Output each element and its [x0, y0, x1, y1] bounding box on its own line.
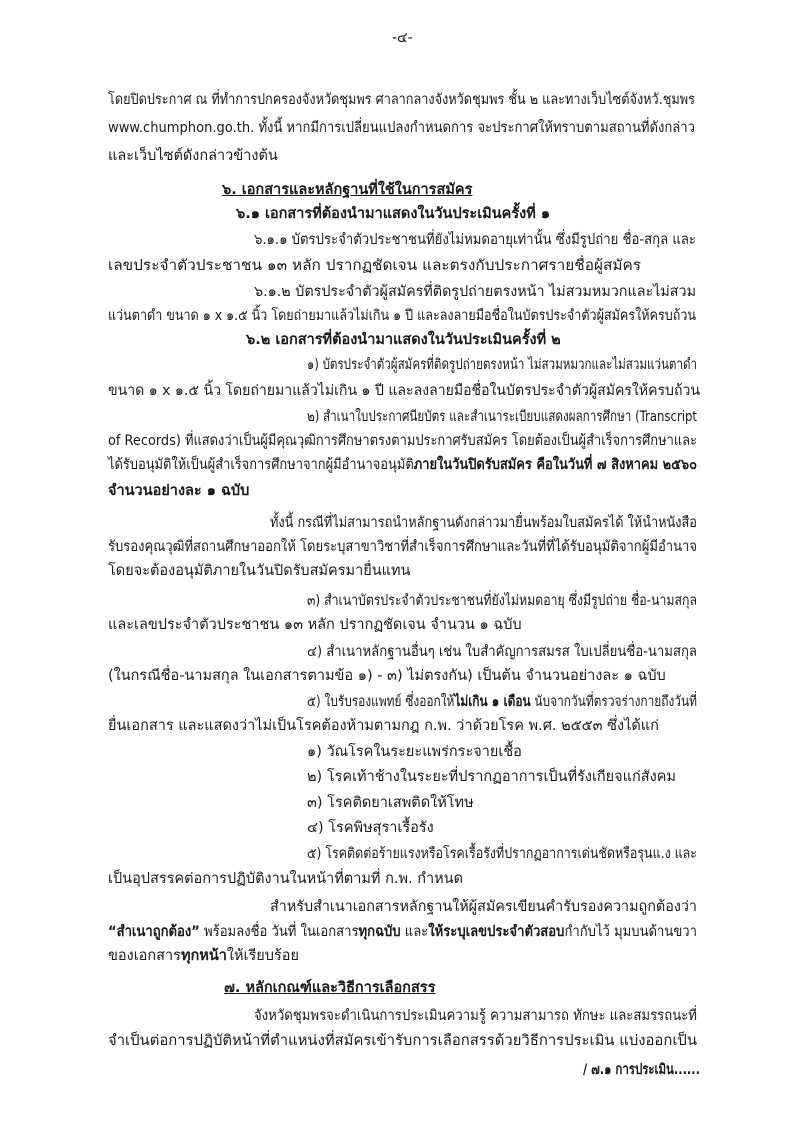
text-segment: ให้เรียบร้อย	[226, 948, 299, 964]
text-line	[108, 718, 659, 735]
text-segment: “สำเนาถูกต้อง”	[108, 924, 200, 940]
text-segment: แว่นตาดำ ขนาด ๑ x ๑.๕ นิ้ว โดยถ่ายมาแล้วไม่เกิน ๑ ปี และลงลายมือชื่อในบัตรประจำตัวผู้สมัครให้ครบถ้วน	[108, 308, 697, 324]
text-segment: ๒) สำเนาใบประกาศนียบัตร และสำเนาระเบียบแสดงผลการศึกษา (Transcript	[307, 409, 698, 425]
text-line	[254, 284, 696, 301]
text-segment: จังหวัดชุมพรจะดำเนินการประเมินความรู้ ความสามารถ ทักษะ และสมรรถนะที่	[254, 1008, 698, 1024]
text-line	[108, 383, 700, 400]
text-line	[270, 515, 697, 532]
text-segment: ๖.๒ เอกสารที่ต้องนำมาแสดงในวันประเมินครั้งที่ ๒	[246, 332, 561, 348]
text-segment: โดยปิดประกาศ ณ ที่ทำการปกครองจังหวัดชุมพร ศาลากลางจังหวัดชุมพร ชั้น ๒ และทางเว็บไซต์จังหวั.ชุมพร	[108, 92, 695, 108]
section-6-heading	[222, 182, 472, 199]
text-line	[108, 924, 697, 941]
text-line	[108, 148, 278, 165]
text-line	[307, 694, 697, 711]
text-segment: ๑) วัณโรคในระยะแพร่กระจายเชื้อ	[307, 744, 522, 760]
page-number: -๔-	[392, 30, 413, 46]
text-segment: www.chumphon.go.th. ทั้งนี้ หากมีการเปลี่ยนแปลงกำหนดการ จะประกาศให้ทราบตามสถานที่ดังกล่าว	[108, 120, 695, 136]
text-segment: เป็นอุปสรรคต่อการปฏิบัติงานในหน้าที่ตามที่ ก.พ. กำหนด	[108, 871, 464, 887]
text-segment: ๒) โรคเท้าช้างในระยะที่ปรากฏอาการเป็นที่รังเกียจแก่สังคม	[307, 769, 676, 785]
text-line	[307, 769, 676, 786]
text-segment: และ	[400, 924, 429, 940]
text-segment: สำหรับสำเนาเอกสารหลักฐานให้ผู้สมัครเขียนคำรับรองความถูกต้องว่า	[270, 899, 698, 915]
text-segment: / ๗.๑ การประเมิน......	[583, 1062, 700, 1078]
text-segment: ยื่นเอกสาร และแสดงว่าไม่เป็นโรคต้องห้ามตามกฎ ก.พ. ว่าด้วยโรค พ.ศ. ๒๕๕๓ ซึ่งได้แก่	[108, 718, 659, 734]
text-line	[108, 120, 695, 137]
section-7-heading	[224, 980, 435, 997]
text-segment: ๖.๑ เอกสารที่ต้องนำมาแสดงในวันประเมินครั้งที่ ๑	[236, 206, 551, 222]
text-segment: of Records) ที่แสดงว่าเป็นผู้มีคุณวุฒิการศึกษาตรงตามประกาศรับสมัคร โดยต้องเป็นผู้สำเร็จการศึกษาและ	[108, 433, 698, 449]
text-line	[108, 563, 410, 580]
text-line	[108, 668, 666, 685]
text-segment: พร้อมลงชื่อ วันที่ ในเอกสาร	[199, 924, 359, 940]
text-segment: ๔) สำเนาหลักฐานอื่นๆ เช่น ใบสำคัญการสมรส ใบเปลี่ยนชื่อ-นามสกุล	[307, 644, 697, 660]
text-segment: กำกับไว้ มุมบนด้านขวา	[564, 924, 697, 940]
text-segment: ๗. หลักเกณฑ์และวิธีการเลือกสรร	[224, 980, 436, 996]
text-segment: ไม่เกิน ๑ เดือน	[454, 694, 531, 710]
text-segment: ทั้งนี้ กรณีที่ไม่สามารถนำหลักฐานดังกล่าวมายื่นพร้อมใบสมัครได้ ให้นำหนังสือ	[270, 515, 697, 531]
text-segment: จำเป็นต่อการปฏิบัติหน้าที่ตำแหน่งที่สมัครเข้ารับการเลือกสรรด้วยวิธีการประเมิน แบ่งออกเป็น	[108, 1033, 697, 1049]
text-segment: โดยจะต้องอนุมัติภายในวันปิดรับสมัครมายื่นแทน	[108, 563, 411, 579]
text-line	[108, 871, 463, 888]
text-line	[108, 92, 695, 109]
text-segment: และเลขประจำตัวประชาชน ๑๓ หลัก ปรากฏชัดเจน จำนวน ๑ ฉบับ	[108, 617, 522, 633]
text-line	[108, 258, 641, 275]
text-segment: ทุกฉบับ	[358, 924, 401, 940]
text-line	[108, 617, 522, 634]
continuation-note	[583, 1062, 700, 1079]
text-line	[108, 948, 299, 965]
text-line	[108, 457, 697, 474]
text-segment: เลขประจำตัวประชาชน ๑๓ หลัก ปรากฏชัดเจน และตรงกับประกาศรายชื่อผู้สมัคร	[108, 258, 642, 274]
text-segment: ขนาด ๑ x ๑.๕ นิ้ว โดยถ่ายมาแล้วไม่เกิน ๑ ปี และลงลายมือชื่อในบัตรประจำตัวผู้สมัครให้ครบถ้วน	[108, 383, 701, 399]
text-segment: (ในกรณีชื่อ-นามสกุล ในเอกสารตามข้อ ๑) - ๓) ไม่ตรงกัน) เป็นต้น จำนวนอย่างละ ๑ ฉบับ	[108, 668, 666, 684]
text-line	[108, 483, 249, 500]
text-line	[254, 1008, 697, 1025]
text-line	[108, 308, 696, 325]
text-line	[307, 409, 697, 426]
text-segment: ทุกหน้า	[180, 948, 227, 964]
text-line	[307, 846, 697, 863]
text-line	[108, 1033, 697, 1050]
text-segment: รับรองคุณวุฒิที่สถานศึกษาออกให้ โดยระบุสาขาวิชาที่สำเร็จการศึกษาและวันที่ที่ได้รับอนุมัติจากผู้มีอำนาจ	[108, 539, 698, 555]
text-segment: ๓) โรคติดยาเสพติดให้โทษ	[307, 795, 474, 811]
text-segment: ได้รับอนุมัติให้เป็นผู้สำเร็จการศึกษาจากผู้มีอำนาจอนุมัติ	[108, 457, 414, 473]
text-segment: ๔) โรคพิษสุราเรื้อรัง	[307, 820, 434, 836]
text-segment: ของเอกสาร	[108, 948, 181, 964]
subsection-6-1-heading	[236, 206, 550, 223]
text-segment: ๖. เอกสารและหลักฐานที่ใช้ในการสมัคร	[222, 182, 473, 198]
text-segment: ๖.๑.๒ บัตรประจำตัวผู้สมัครที่ติดรูปถ่ายตรงหน้า ไม่สวมหมวกและไม่สวม	[254, 284, 697, 300]
text-segment: ให้ระบุเลขประจำตัวสอบ	[428, 924, 565, 940]
subsection-6-2-heading	[246, 332, 561, 349]
text-line	[307, 644, 697, 661]
text-line	[254, 232, 696, 249]
text-line	[307, 593, 697, 610]
text-segment: นับจากวันที่ตรวจร่างกายถึงวันที่	[530, 694, 697, 710]
text-line	[307, 357, 697, 374]
text-segment: และเว็บไซต์ดังกล่าวข้างต้น	[108, 148, 278, 164]
text-segment: ๕) โรคติดต่อร้ายแรงหรือโรคเรื้อรังที่ปรากฏอาการเด่นชัดหรือรุนแ.ง และ	[307, 846, 698, 862]
text-segment: ๑) บัตรประจำตัวผู้สมัครที่ติดรูปถ่ายตรงหน้า ไม่สวมหมวกและไม่สวมแว่นตาดำ	[307, 357, 698, 373]
text-line	[307, 744, 522, 761]
text-line	[108, 539, 697, 556]
text-line	[307, 820, 434, 837]
text-segment: ๕) ใบรับรองแพทย์ ซึ่งออกให้	[307, 694, 455, 710]
text-segment: ๖.๑.๑ บัตรประจำตัวประชาชนที่ยังไม่หมดอายุเท่านั้น ซึ่งมีรูปถ่าย ชื่อ-สกุล และ	[254, 232, 697, 248]
text-line	[270, 899, 697, 916]
text-segment: ๓) สำเนาบัตรประจำตัวประชาชนที่ยังไม่หมดอายุ ซึ่งมีรูปถ่าย ชื่อ-นามสกุล	[307, 593, 698, 609]
text-segment: ภายในวันปิดรับสมัคร คือในวันที่ ๗ สิงหาคม ๒๕๖๐	[413, 457, 698, 473]
text-line	[307, 795, 474, 812]
text-segment: จำนวนอย่างละ ๑ ฉบับ	[108, 483, 250, 499]
text-line	[108, 433, 697, 450]
